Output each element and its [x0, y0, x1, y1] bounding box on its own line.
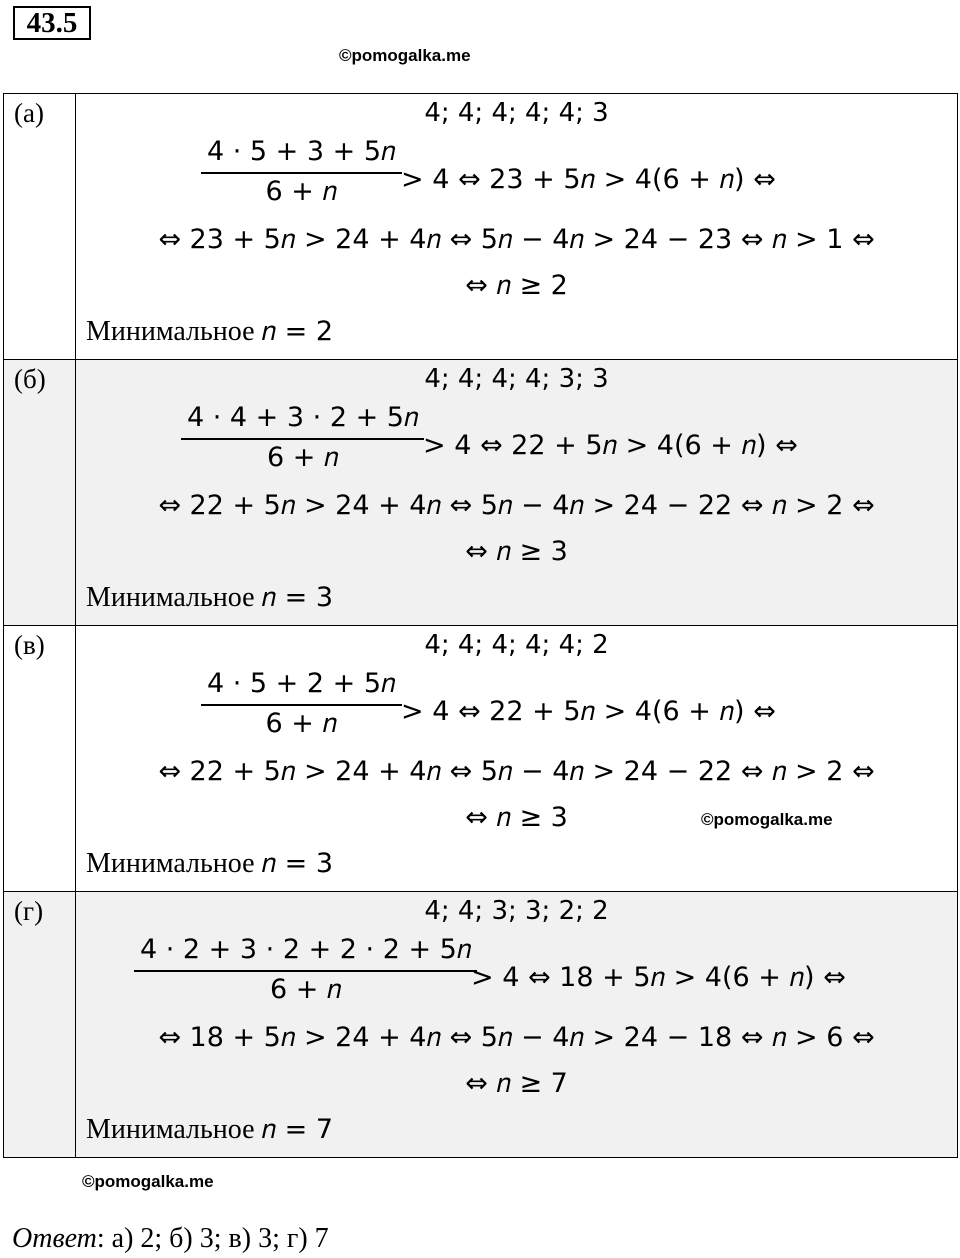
row-label [4, 94, 76, 360]
fraction-denominator: 6 + 𝑛 [265, 708, 337, 739]
row-content [76, 892, 958, 1158]
minimal-n [86, 848, 333, 880]
equation-line-1: > 4 ⇔ 22 + 5𝑛 > 4(6 + 𝑛) ⇔ [401, 696, 776, 727]
equation-line-3: ⇔ 𝑛 ≥ 3 [465, 802, 568, 833]
table-row-a [4, 94, 958, 360]
answer-line [12, 1223, 329, 1255]
fraction [201, 668, 402, 740]
answer-label: Ответ [12, 1223, 97, 1254]
task-number: 43.5 [13, 6, 91, 40]
fraction-numerator: 4 · 5 + 3 + 5𝑛 [201, 136, 402, 174]
row-label-text: (б) [14, 364, 46, 394]
row-label-text: (а) [14, 98, 44, 128]
fraction [201, 136, 402, 208]
sequence: 4; 4; 4; 4; 3; 3 [424, 364, 609, 394]
fraction-numerator: 4 · 5 + 2 + 5𝑛 [201, 668, 402, 706]
minimal-value: 𝑛 = 7 [261, 1114, 334, 1145]
solution-table [3, 93, 958, 1158]
minimal-value: 𝑛 = 2 [261, 316, 334, 347]
minimal-label: Минимальное [86, 316, 255, 347]
table-row-g [4, 892, 958, 1158]
minimal-n [86, 1114, 333, 1146]
fraction-numerator: 4 · 4 + 3 · 2 + 5𝑛 [181, 402, 424, 440]
minimal-label: Минимальное [86, 848, 255, 879]
sequence: 4; 4; 3; 3; 2; 2 [424, 896, 609, 926]
watermark-middle: ©pomogalka.me [701, 810, 833, 829]
equation-line-3: ⇔ 𝑛 ≥ 2 [465, 270, 568, 301]
answer-text: : а) 2; б) 3; в) 3; г) 7 [96, 1223, 329, 1254]
minimal-n [86, 582, 333, 614]
row-label-text: (в) [14, 630, 45, 660]
minimal-value: 𝑛 = 3 [261, 582, 334, 613]
row-label [4, 892, 76, 1158]
equation-line-3: ⇔ 𝑛 ≥ 7 [465, 1068, 568, 1099]
row-content [76, 360, 958, 626]
equation-line-2: ⇔ 22 + 5𝑛 > 24 + 4𝑛 ⇔ 5𝑛 − 4𝑛 > 24 − 22 ⇔ 𝑛 > 2 ⇔ [158, 756, 875, 787]
minimal-n [86, 316, 333, 348]
row-content [76, 626, 958, 892]
watermark-top: ©pomogalka.me [339, 46, 471, 65]
minimal-label: Минимальное [86, 582, 255, 613]
fraction-denominator: 6 + 𝑛 [269, 974, 342, 1005]
equation-line-3: ⇔ 𝑛 ≥ 3 [465, 536, 568, 567]
table-row-v [4, 626, 958, 892]
equation-line-2: ⇔ 18 + 5𝑛 > 24 + 4𝑛 ⇔ 5𝑛 − 4𝑛 > 24 − 18 ⇔ 𝑛 > 6 ⇔ [158, 1022, 875, 1053]
sequence: 4; 4; 4; 4; 4; 2 [424, 630, 609, 660]
equation-line-1: > 4 ⇔ 18 + 5𝑛 > 4(6 + 𝑛) ⇔ [471, 962, 846, 993]
fraction-denominator: 6 + 𝑛 [265, 176, 337, 207]
fraction-denominator: 6 + 𝑛 [267, 442, 339, 473]
sequence: 4; 4; 4; 4; 4; 3 [424, 98, 609, 128]
row-content [76, 94, 958, 360]
equation-line-2: ⇔ 23 + 5𝑛 > 24 + 4𝑛 ⇔ 5𝑛 − 4𝑛 > 24 − 23 ⇔ 𝑛 > 1 ⇔ [158, 224, 875, 255]
watermark-bottom: ©pomogalka.me [82, 1172, 214, 1191]
equation-line-2: ⇔ 22 + 5𝑛 > 24 + 4𝑛 ⇔ 5𝑛 − 4𝑛 > 24 − 22 ⇔ 𝑛 > 2 ⇔ [158, 490, 875, 521]
fraction-numerator: 4 · 2 + 3 · 2 + 2 · 2 + 5𝑛 [134, 934, 477, 972]
row-label-text: (г) [14, 896, 44, 926]
row-label [4, 626, 76, 892]
equation-line-1: > 4 ⇔ 22 + 5𝑛 > 4(6 + 𝑛) ⇔ [423, 430, 798, 461]
minimal-value: 𝑛 = 3 [261, 848, 334, 879]
minimal-label: Минимальное [86, 1114, 255, 1145]
fraction [181, 402, 424, 474]
equation-line-1: > 4 ⇔ 23 + 5𝑛 > 4(6 + 𝑛) ⇔ [401, 164, 776, 195]
table-row-b [4, 360, 958, 626]
fraction [134, 934, 477, 1006]
row-label [4, 360, 76, 626]
